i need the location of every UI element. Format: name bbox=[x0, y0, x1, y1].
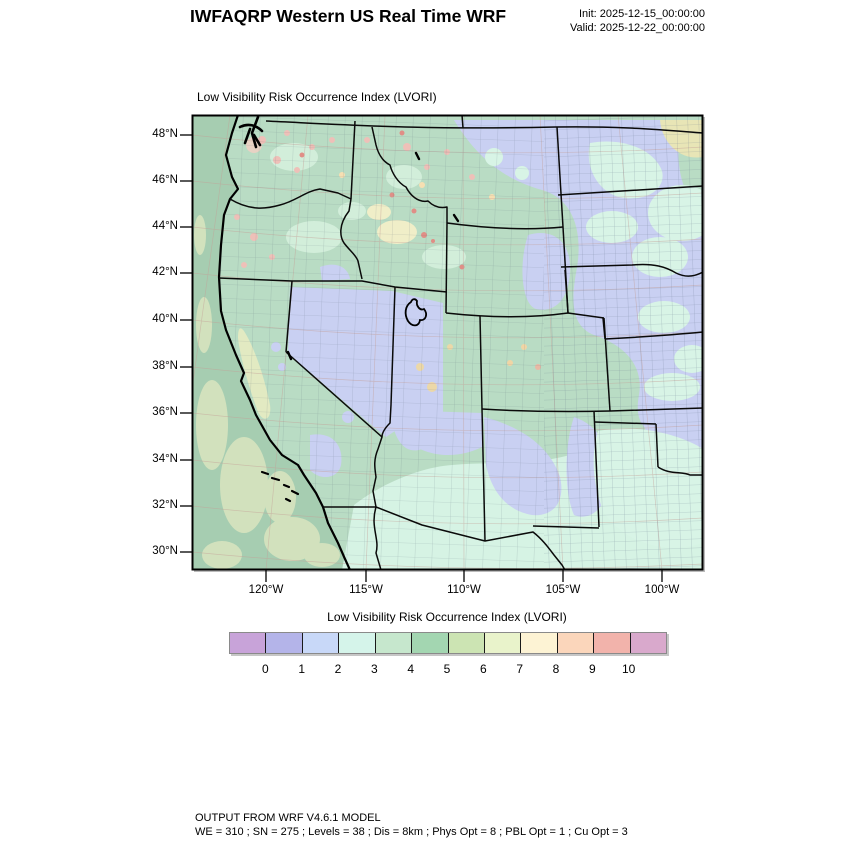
model-config-line: WE = 310 ; SN = 275 ; Levels = 38 ; Dis = 8km ; Phys Opt = 8 ; PBL Opt = 1 ; Cu Opt = 3 bbox=[195, 826, 628, 838]
colorbar-cell bbox=[557, 633, 593, 653]
colorbar-cell bbox=[484, 633, 520, 653]
colorbar-cell bbox=[375, 633, 411, 653]
colorbar-tick-label: 9 bbox=[588, 662, 596, 676]
lat-tick-label: 48°N bbox=[152, 128, 178, 140]
lat-tick-label: 40°N bbox=[152, 313, 178, 325]
model-output-line: OUTPUT FROM WRF V4.6.1 MODEL bbox=[195, 812, 381, 824]
lat-tick-label: 34°N bbox=[152, 453, 178, 465]
colorbar-cell bbox=[593, 633, 629, 653]
colorbar-tick-label: 10 bbox=[621, 662, 636, 676]
wrf-map-svg bbox=[192, 115, 703, 570]
valid-time: Valid: 2025-12-22_00:00:00 bbox=[570, 22, 705, 34]
init-time: Init: 2025-12-15_00:00:00 bbox=[579, 8, 705, 20]
colorbar-tick-label: 5 bbox=[443, 662, 451, 676]
lon-tick-label: 100°W bbox=[644, 584, 680, 596]
lon-tick-label: 115°W bbox=[349, 584, 383, 596]
colorbar-tick-label: 0 bbox=[261, 662, 269, 676]
colorbar-cell bbox=[520, 633, 556, 653]
lvori-colorbar bbox=[229, 632, 667, 654]
colorbar-cell bbox=[338, 633, 374, 653]
colorbar-cell bbox=[630, 633, 666, 653]
colorbar-tick-label: 2 bbox=[334, 662, 342, 676]
colorbar-tick-label: 3 bbox=[370, 662, 378, 676]
lat-tick-label: 32°N bbox=[152, 499, 178, 511]
colorbar-tick-label: 8 bbox=[552, 662, 560, 676]
run-times bbox=[460, 7, 705, 35]
lat-tick-label: 38°N bbox=[152, 360, 178, 372]
lat-tick-label: 42°N bbox=[152, 266, 178, 278]
lat-tick-label: 36°N bbox=[152, 406, 178, 418]
lon-tick-label: 120°W bbox=[248, 584, 284, 596]
lat-tick-label: 30°N bbox=[152, 545, 178, 557]
colorbar-cell bbox=[230, 633, 265, 653]
colorbar-title: Low Visibility Risk Occurrence Index (LVORI) bbox=[327, 610, 567, 624]
colorbar-tick-label: 4 bbox=[407, 662, 414, 676]
colorbar-cell bbox=[411, 633, 447, 653]
page-title: IWFAQRP Western US Real Time WRF bbox=[190, 6, 507, 26]
lon-tick-label: 105°W bbox=[545, 584, 581, 596]
colorbar-tick-label: 1 bbox=[298, 662, 305, 676]
lat-tick-label: 44°N bbox=[152, 220, 178, 232]
lon-tick-label: 110°W bbox=[447, 584, 481, 596]
map-panel-title: Low Visibility Risk Occurrence Index (LVORI) bbox=[197, 90, 437, 104]
colorbar-cell bbox=[302, 633, 338, 653]
colorbar-tick-label: 6 bbox=[479, 662, 487, 676]
lat-tick-label: 46°N bbox=[152, 174, 178, 186]
colorbar-cell bbox=[265, 633, 301, 653]
colorbar-tick-label: 7 bbox=[516, 662, 523, 676]
lvori-map bbox=[192, 115, 703, 570]
colorbar-cell bbox=[448, 633, 484, 653]
